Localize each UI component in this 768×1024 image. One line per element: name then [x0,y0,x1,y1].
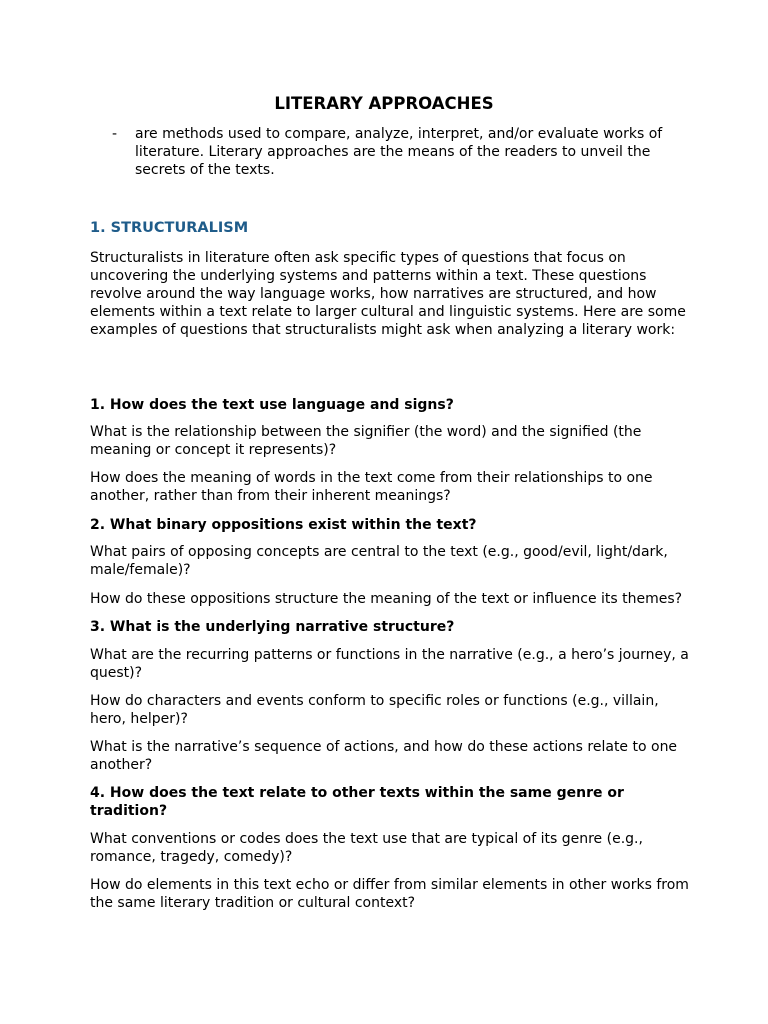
section-intro-paragraph: Structuralists in literature often ask specific types of questions that focus on uncovering the underlying systems and patterns within a text. These questions revolve around the way language works, how narratives are structured, and how elements within a text relate to larger cultural and linguistic systems. Here are some examples of questions that structuralists might ask when analyzing a literary work: [90,250,686,338]
question-heading: 3. What is the underlying narrative structure? [90,619,455,635]
document-title: LITERARY APPROACHES [274,94,494,113]
question-item: What are the recurring patterns or functions in the narrative (e.g., a hero’s journey, a quest)? [90,647,689,681]
question-item: How do elements in this text echo or differ from similar elements in other works from the same literary tradition or cultural context? [90,877,689,911]
question-item: How do these oppositions structure the meaning of the text or influence its themes? [90,591,683,607]
question-heading: 4. How does the text relate to other texts within the same genre or tradition? [90,785,624,819]
question-heading: 1. How does the text use language and signs? [90,397,454,413]
question-item: How do characters and events conform to specific roles or functions (e.g., villain, hero, helper)? [90,693,659,727]
question-item: How does the meaning of words in the text come from their relationships to one another, rather than from their inherent meanings? [90,470,653,504]
question-item: What is the relationship between the signifier (the word) and the signified (the meaning or concept it represents)? [90,424,642,458]
question-item: What is the narrative’s sequence of actions, and how do these actions relate to one another? [90,739,678,773]
intro-text: are methods used to compare, analyze, interpret, and/or evaluate works of literature. Literary approaches are the means of the readers to unveil the secrets of the texts. [135,126,663,178]
question-item: What conventions or codes does the text use that are typical of its genre (e.g., romance, tragedy, comedy)? [90,831,643,865]
section-heading-structuralism: 1. STRUCTURALISM [90,220,249,236]
question-heading: 2. What binary oppositions exist within the text? [90,517,477,533]
bullet-dash: - [112,126,118,142]
question-item: What pairs of opposing concepts are central to the text (e.g., good/evil, light/dark, male/female)? [90,544,668,578]
